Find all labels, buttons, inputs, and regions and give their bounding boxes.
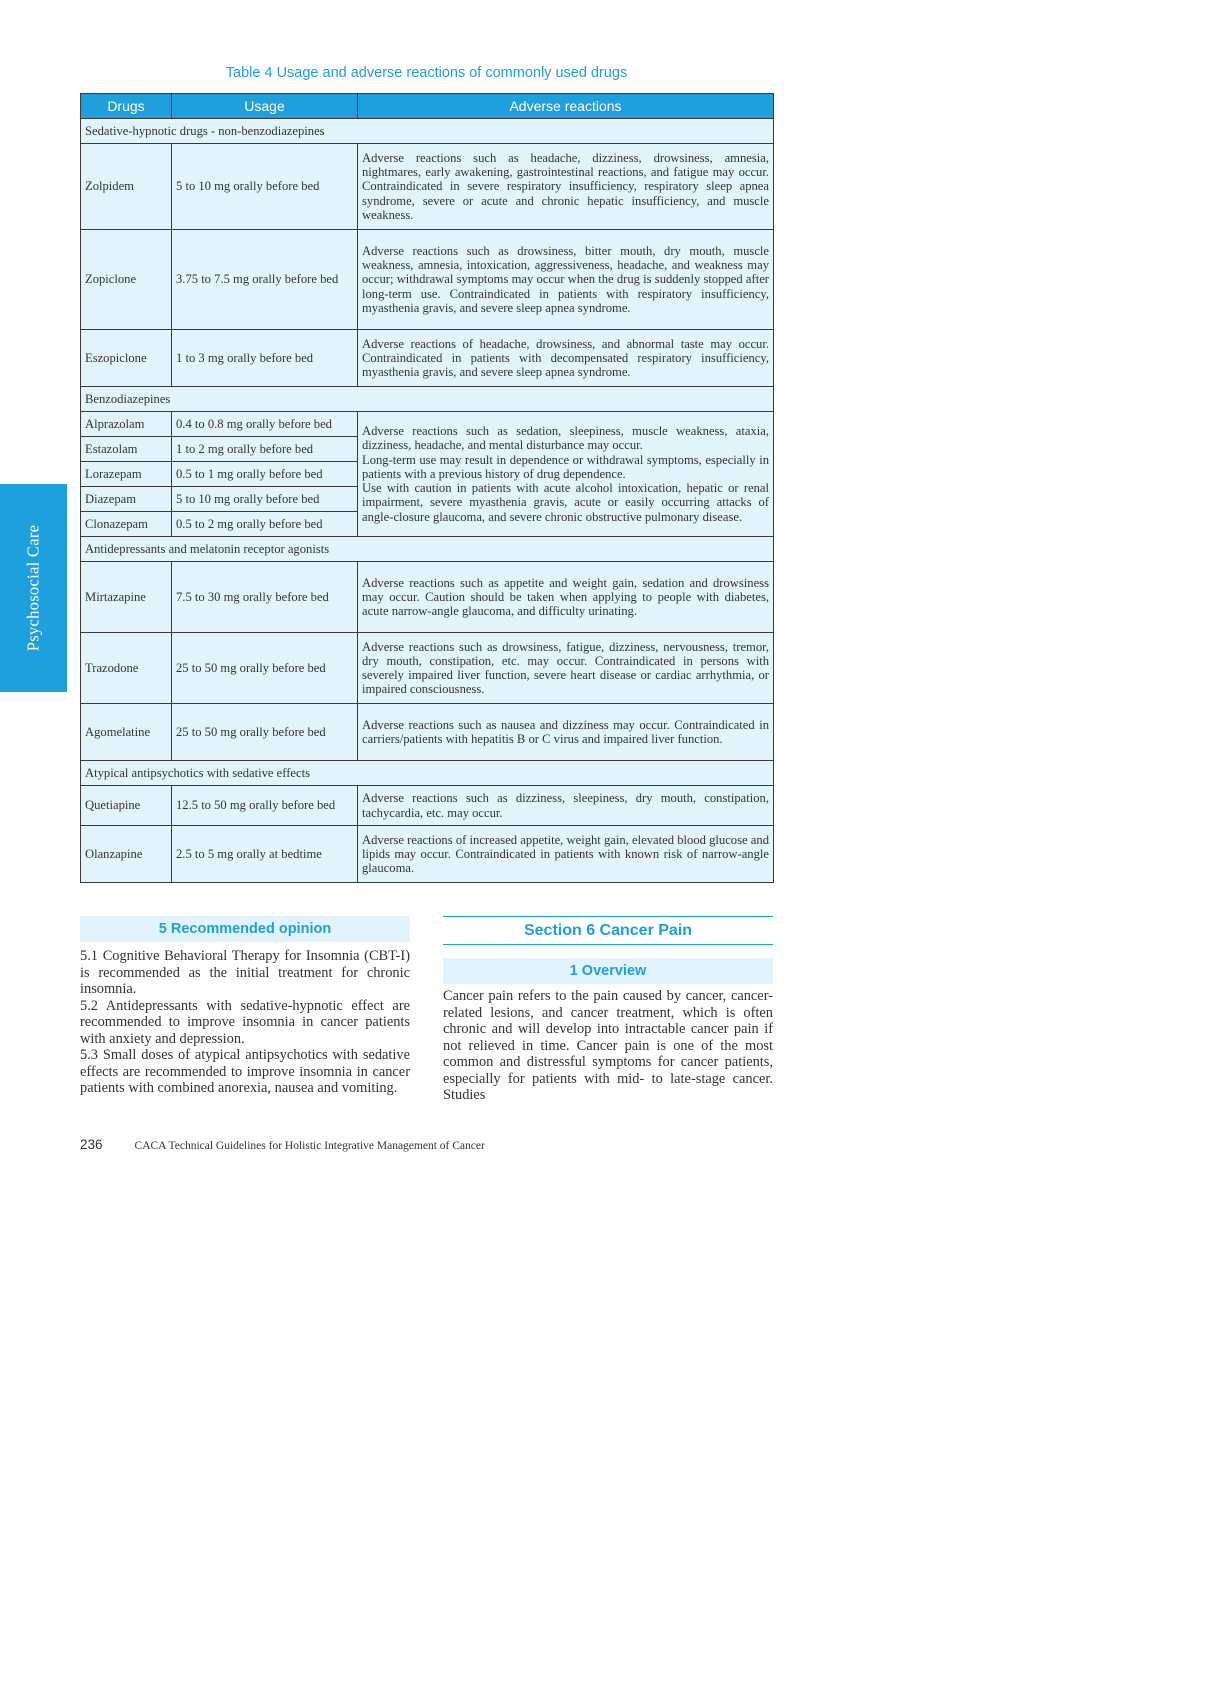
side-tab-label: Psychosocial Care <box>23 524 43 652</box>
drug-usage: 7.5 to 30 mg orally before bed <box>172 562 358 633</box>
table-row <box>81 230 774 330</box>
drug-name: Trazodone <box>81 633 172 704</box>
overview-heading: 1 Overview <box>443 958 773 984</box>
table-row <box>81 786 774 826</box>
recommended-opinion-heading: 5 Recommended opinion <box>80 916 410 942</box>
drug-name: Diazepam <box>81 487 172 512</box>
table-header-row <box>81 94 774 119</box>
table-row <box>81 704 774 761</box>
book-title: CACA Technical Guidelines for Holistic Integrative Management of Cancer <box>134 1140 485 1152</box>
drug-reaction: Adverse reactions such as drowsiness, bitter mouth, dry mouth, muscle weakness, amnesia, intoxication, aggressiveness, headache, and weakness may occur; withdrawal symptoms may occur when the drug is suddenly stopped after long-term use. Contraindicated in patients with respiratory insufficiency, myasthenia gravis, and severe sleep apnea syndrome. <box>358 230 774 330</box>
drug-reaction: Adverse reactions such as headache, dizziness, drowsiness, amnesia, nightmares, early awakening, gastrointestinal reactions, and fatigue may occur. Contraindicated in severe respiratory insufficiency, respiratory sleep apnea syndrome, severe or acute and chronic hepatic insufficiency, and muscle weakness. <box>358 144 774 230</box>
paragraph: 5.1 Cognitive Behavioral Therapy for Insomnia (CBT-I) is recommended as the initial treatment for chronic insomnia. <box>80 948 410 997</box>
paragraph: 5.2 Antidepressants with sedative-hypnotic effect are recommended to improve insomnia in cancer patients with anxiety and depression. <box>80 997 410 1047</box>
group-title: Sedative-hypnotic drugs - non-benzodiazepines <box>81 119 774 144</box>
cancer-pain-column <box>443 916 773 1104</box>
drug-name: Alprazolam <box>81 412 172 437</box>
drug-usage: 25 to 50 mg orally before bed <box>172 704 358 761</box>
group-row <box>81 119 774 144</box>
section-title: Section 6 Cancer Pain <box>443 916 773 945</box>
drug-usage: 5 to 10 mg orally before bed <box>172 144 358 230</box>
reaction-line: Adverse reactions such as sedation, sleepiness, muscle weakness, ataxia, dizziness, headache, and mental disturbance may occur. <box>362 424 769 453</box>
drug-reaction: Adverse reactions of headache, drowsiness, and abnormal taste may occur. Contraindicated in patients with decompensated respiratory insufficiency, myasthenia gravis, and severe sleep apnea syndrome. <box>358 330 774 387</box>
table-row <box>81 412 774 437</box>
drug-name: Mirtazapine <box>81 562 172 633</box>
drug-name: Clonazepam <box>81 512 172 537</box>
drug-name: Zolpidem <box>81 144 172 230</box>
overview-body <box>443 988 773 1104</box>
recommended-opinion-column <box>80 916 410 1097</box>
group-row <box>81 537 774 562</box>
drug-usage-table <box>80 93 774 883</box>
group-title: Antidepressants and melatonin receptor agonists <box>81 537 774 562</box>
page-number: 236 <box>80 1137 103 1152</box>
drug-usage: 0.4 to 0.8 mg orally before bed <box>172 412 358 437</box>
drug-usage: 1 to 2 mg orally before bed <box>172 437 358 462</box>
drug-reaction: Adverse reactions such as appetite and weight gain, sedation and drowsiness may occur. Caution should be taken when applying to people with diabetes, acute narrow-angle glaucoma, and difficulty urinating. <box>358 562 774 633</box>
drug-name: Agomelatine <box>81 704 172 761</box>
drug-reaction: Adverse reactions such as nausea and dizziness may occur. Contraindicated in carriers/patients with hepatitis B or C virus and impaired liver function. <box>358 704 774 761</box>
table-row <box>81 633 774 704</box>
table-caption: Table 4 Usage and adverse reactions of commonly used drugs <box>225 65 628 81</box>
table-row <box>81 330 774 387</box>
paragraph: 5.3 Small doses of atypical antipsychotics with sedative effects are recommended to improve insomnia in cancer patients with combined anorexia, nausea and vomiting. <box>80 1047 410 1096</box>
group-row <box>81 761 774 786</box>
section-side-tab <box>0 484 67 692</box>
drug-usage: 0.5 to 2 mg orally before bed <box>172 512 358 537</box>
group-row <box>81 387 774 412</box>
header-drugs: Drugs <box>81 94 172 119</box>
drug-usage: 1 to 3 mg orally before bed <box>172 330 358 387</box>
drug-name: Olanzapine <box>81 826 172 883</box>
drug-usage: 5 to 10 mg orally before bed <box>172 487 358 512</box>
drug-usage: 3.75 to 7.5 mg orally before bed <box>172 230 358 330</box>
reaction-line: Use with caution in patients with acute alcohol intoxication, hepatic or renal impairment, severe myasthenia gravis, acute or easily occurring attacks of angle-closure glaucoma, and severe chronic obstructive pulmonary disease. <box>362 481 769 524</box>
table-row <box>81 144 774 230</box>
drug-reaction: Adverse reactions such as dizziness, sleepiness, dry mouth, constipation, tachycardia, etc. may occur. <box>358 786 774 826</box>
recommended-opinion-body <box>80 948 410 1097</box>
group-title: Benzodiazepines <box>81 387 774 412</box>
drug-usage: 12.5 to 50 mg orally before bed <box>172 786 358 826</box>
drug-reaction: Adverse reactions of increased appetite, weight gain, elevated blood glucose and lipids may occur. Contraindicated in patients with known risk of narrow-angle glaucoma. <box>358 826 774 883</box>
drug-reaction: Adverse reactions such as drowsiness, fatigue, dizziness, nervousness, tremor, dry mouth, constipation, etc. may occur. Contraindicated in persons with severely impaired liver function, severe heart disease or cardiac arrhythmia, or impaired consciousness. <box>358 633 774 704</box>
page-footer <box>80 1136 485 1154</box>
shared-drug-reaction <box>358 412 774 537</box>
header-adverse-reactions: Adverse reactions <box>358 94 774 119</box>
header-usage: Usage <box>172 94 358 119</box>
drug-name: Lorazepam <box>81 462 172 487</box>
table-row <box>81 562 774 633</box>
drug-name: Quetiapine <box>81 786 172 826</box>
drug-name: Zopiclone <box>81 230 172 330</box>
group-title: Atypical antipsychotics with sedative effects <box>81 761 774 786</box>
drug-usage: 0.5 to 1 mg orally before bed <box>172 462 358 487</box>
drug-usage: 2.5 to 5 mg orally at bedtime <box>172 826 358 883</box>
table-row <box>81 826 774 883</box>
paragraph: Cancer pain refers to the pain caused by cancer, cancer-related lesions, and cancer treatment, which is often chronic and will develop into intractable cancer pain if not relieved in time. Cancer pain is one of the most common and distressful symptoms for cancer patients, especially for patients with mid- to late-stage cancer. Studies <box>443 988 773 1103</box>
drug-name: Estazolam <box>81 437 172 462</box>
drug-usage: 25 to 50 mg orally before bed <box>172 633 358 704</box>
reaction-line: Long-term use may result in dependence or withdrawal symptoms, especially in patients with a previous history of drug dependence. <box>362 452 769 481</box>
drug-name: Eszopiclone <box>81 330 172 387</box>
